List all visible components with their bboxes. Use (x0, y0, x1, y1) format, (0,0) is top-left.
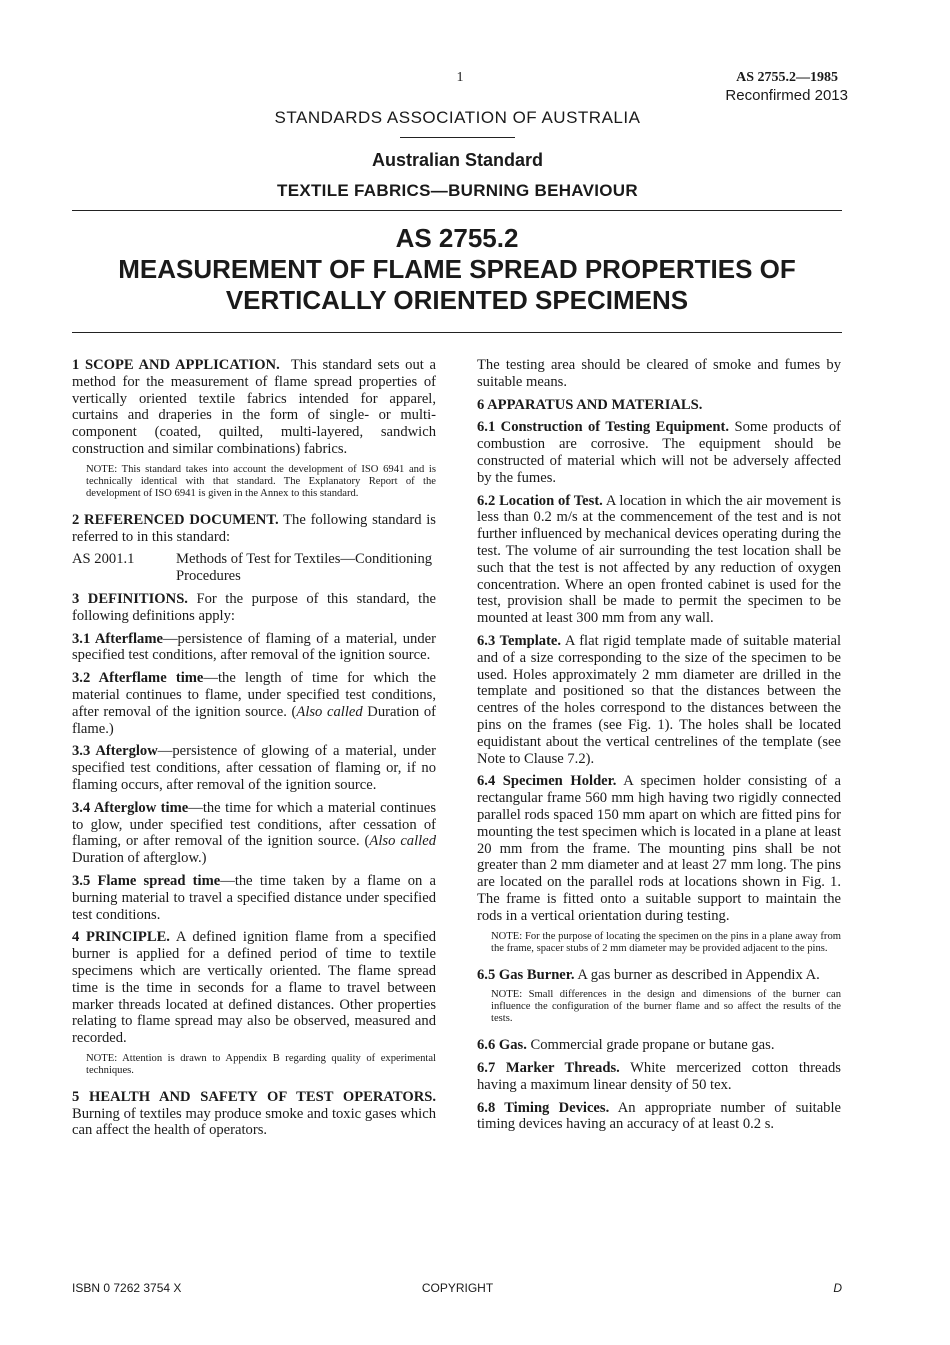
section-scope (72, 357, 436, 458)
section-heading: 2 REFERENCED DOCUMENT. (72, 511, 279, 528)
clause-text: A location in which the air movement is less than 0.2 m/s at the commencement of the test and is not further influenced by mechanical devices operating during the test. The volume of air surrounding the test location shall be such that the test is not affected by any reduction of oxygen concentration. Where an open fronted cabinet is used for the test, provision shall be made to permit the specimen to be mounted at least 300 mm from any wall. (477, 492, 841, 627)
title-line-2: VERTICALLY ORIENTED SPECIMENS (225, 285, 689, 315)
definition-text: —persistence of flaming of a material, under specified test conditions, after removal of the ignition source. (72, 630, 436, 664)
association-name: STANDARDS ASSOCIATION OF AUSTRALIA (274, 108, 641, 127)
definition-tail: Duration of flame.) (72, 703, 436, 737)
clause-text: An appropriate number of suitable timing devices having an accuracy of at least 0.2 s. (477, 1099, 842, 1133)
clause-text: White mercerized cotton threads having a maximum linear density of 50 tex. (477, 1060, 841, 1093)
definition-term: 3.5 Flame spread time (72, 872, 221, 889)
clause-text: A specimen holder consisting of a rectangular frame 560 mm high having two rigidly connected parallel rods spaced 150 mm apart on which are fitted pins for mounting the test specimen which is located in a plane at least 20 mm from the frame. The mounting pins shall be not greater than 2 mm diameter and at least 27 mm long. The pins are located on the parallel rods at locations shown in Fig. 1. The frame is fitted onto a suitable support to maintain the rods in a vertical orientation during testing. (477, 773, 841, 924)
clause-text: A gas burner as described in Appendix A. (577, 966, 820, 983)
copyright-notice: COPYRIGHT (421, 1281, 494, 1295)
definition-afterglow-time (72, 800, 436, 867)
definition-tail: Duration of afterglow.) (72, 850, 207, 867)
clause-text: Some products of combustion are corrosive. The equipment should be constructed of material which will not be adversely affected by the fumes. (477, 419, 841, 486)
standard-identifier: AS 2755.2—1985 (736, 70, 838, 85)
section-health-safety (72, 1089, 436, 1139)
page-number: 1 (456, 70, 464, 85)
clause-marker-threads (477, 1060, 841, 1094)
section-text: The following standard is referred to in this standard: (72, 511, 436, 545)
clause-timing-devices (477, 1100, 841, 1134)
isbn: ISBN 0 7262 3754 X (72, 1281, 182, 1295)
section-principle (72, 929, 436, 1047)
left-column (72, 357, 436, 1145)
clause-template (477, 633, 841, 767)
definition-term: 3.4 Afterglow time (72, 799, 189, 816)
title-line-1: MEASUREMENT OF FLAME SPREAD PROPERTIES OF (118, 254, 796, 284)
reconfirmed-note: Reconfirmed 2013 (725, 87, 848, 104)
definition-italic: Also called (296, 703, 363, 720)
clause-gas (477, 1037, 841, 1054)
clause-heading: 6.8 Timing Devices. (477, 1099, 610, 1116)
definition-term: 3.2 Afterflame time (72, 670, 204, 687)
clause-heading: 6.4 Specimen Holder. (477, 773, 617, 790)
clause-heading: 6.1 Construction of Testing Equipment. (477, 419, 730, 436)
definition-text: —the time for which a material continues to glow, under specified test conditions, after cessation of flaming, or after removal of the ignition source. ( (72, 799, 436, 850)
clause-heading: 6.5 Gas Burner. (477, 966, 575, 983)
section-heading: 3 DEFINITIONS. (72, 590, 188, 607)
clause-location (477, 493, 841, 627)
series-title: TEXTILE FABRICS—BURNING BEHAVIOUR (277, 181, 638, 200)
health-safety-continued: The testing area should be cleared of smoke and fumes by suitable means. (477, 357, 841, 390)
section-definitions (72, 591, 436, 625)
clause-heading: 6.6 Gas. (477, 1037, 527, 1054)
section-text: Burning of textiles may produce smoke and toxic gases which can affect the health of operators. (72, 1105, 436, 1139)
definition-text: —persistence of glowing of a material, under specified test conditions, after cessation of flaming or, if no flaming occurs, after removal of the ignition source. (72, 743, 436, 793)
clause-text: Commercial grade propane or butane gas. (530, 1037, 775, 1054)
section-referenced-document (72, 512, 436, 546)
definition-flame-spread-time (72, 873, 436, 923)
clause-heading: 6.3 Template. (477, 632, 562, 649)
title-rule-top (72, 210, 842, 211)
gas-burner-note: NOTE: Small differences in the design and dimensions of the burner can influence the configuration of the burner flame and so affect the results of the tests. (491, 989, 841, 1025)
definition-term: 3.1 Afterflame (72, 630, 163, 647)
right-column (477, 357, 841, 1139)
definition-afterflame (72, 631, 436, 665)
section-text: For the purpose of this standard, the following definitions apply: (72, 590, 436, 624)
definition-term: 3.3 Afterglow (72, 743, 158, 760)
principle-note: NOTE: Attention is drawn to Appendix B regarding quality of experimental techniques. (86, 1052, 436, 1076)
section-heading: 5 HEALTH AND SAFETY OF TEST OPERATORS. (72, 1088, 436, 1105)
section-apparatus-heading: 6 APPARATUS AND MATERIALS. (477, 396, 703, 413)
title-rule-bottom (72, 332, 842, 333)
clause-gas-burner (477, 967, 841, 984)
definition-italic: Also called (369, 833, 436, 850)
section-heading: 4 PRINCIPLE. (72, 929, 170, 946)
clause-construction (477, 419, 841, 486)
clause-text: A flat rigid template made of suitable material and of a size corresponding to the size of the specimen to be used. Holes approximately 2 mm diameter are drilled in the template and positioned so that the distances between the centres of the holes correspond to the distances between the pins on the frames (see Fig. 1). The holes shall be located equidistant about the vertical centrelines of the template (see Note to Clause 7.2). (477, 632, 841, 767)
section-text: This standard sets out a method for the measurement of flame spread properties of vertically oriented textile fabrics intended for apparel, curtains and draperies in the form of single- or multi-component (coated, quilted, multi-layered, sandwich construction and similar combinations) fabrics. (72, 357, 436, 457)
page-letter: D (833, 1281, 842, 1295)
clause-specimen-holder (477, 773, 841, 924)
reference-entry (72, 551, 436, 585)
header-divider (400, 137, 515, 138)
definition-text: —the time taken by a flame on a burning material to travel a specified distance under specified test conditions. (72, 872, 436, 923)
reference-title: Methods of Test for Textiles—Conditioning Procedures (176, 551, 433, 585)
clause-heading: 6.2 Location of Test. (477, 492, 603, 509)
definition-afterglow (72, 743, 436, 793)
specimen-holder-note: NOTE: For the purpose of locating the specimen on the pins in a plane away from the frame, spacer stubs of 2 mm diameter may be provided adjacent to the pins. (491, 930, 841, 954)
definition-text: —the length of time for which the material continues to flame, under specified test conditions, after removal of the ignition source. ( (72, 670, 436, 720)
reference-code: AS 2001.1 (72, 551, 135, 568)
scope-note: NOTE: This standard takes into account the development of ISO 6941 and is technically identical with that standard. The Explanatory Report of the development of ISO 6941 is given in the Annex to this standard. (86, 463, 436, 499)
standard-type: Australian Standard (371, 150, 544, 170)
section-text: A defined ignition flame from a specified burner is applied for a defined period of time to textile specimens which are vertically oriented. The flame spread time is the time in seconds for a flame to travel between marker threads located at defined distances. Other properties relating to flame spread may also be observed, measured and recorded. (72, 929, 436, 1047)
section-heading: 1 SCOPE AND APPLICATION. (72, 357, 280, 373)
document-title (72, 223, 842, 316)
clause-heading: 6.7 Marker Threads. (477, 1060, 620, 1077)
definition-afterflame-time (72, 670, 436, 737)
title-number: AS 2755.2 (395, 223, 519, 253)
